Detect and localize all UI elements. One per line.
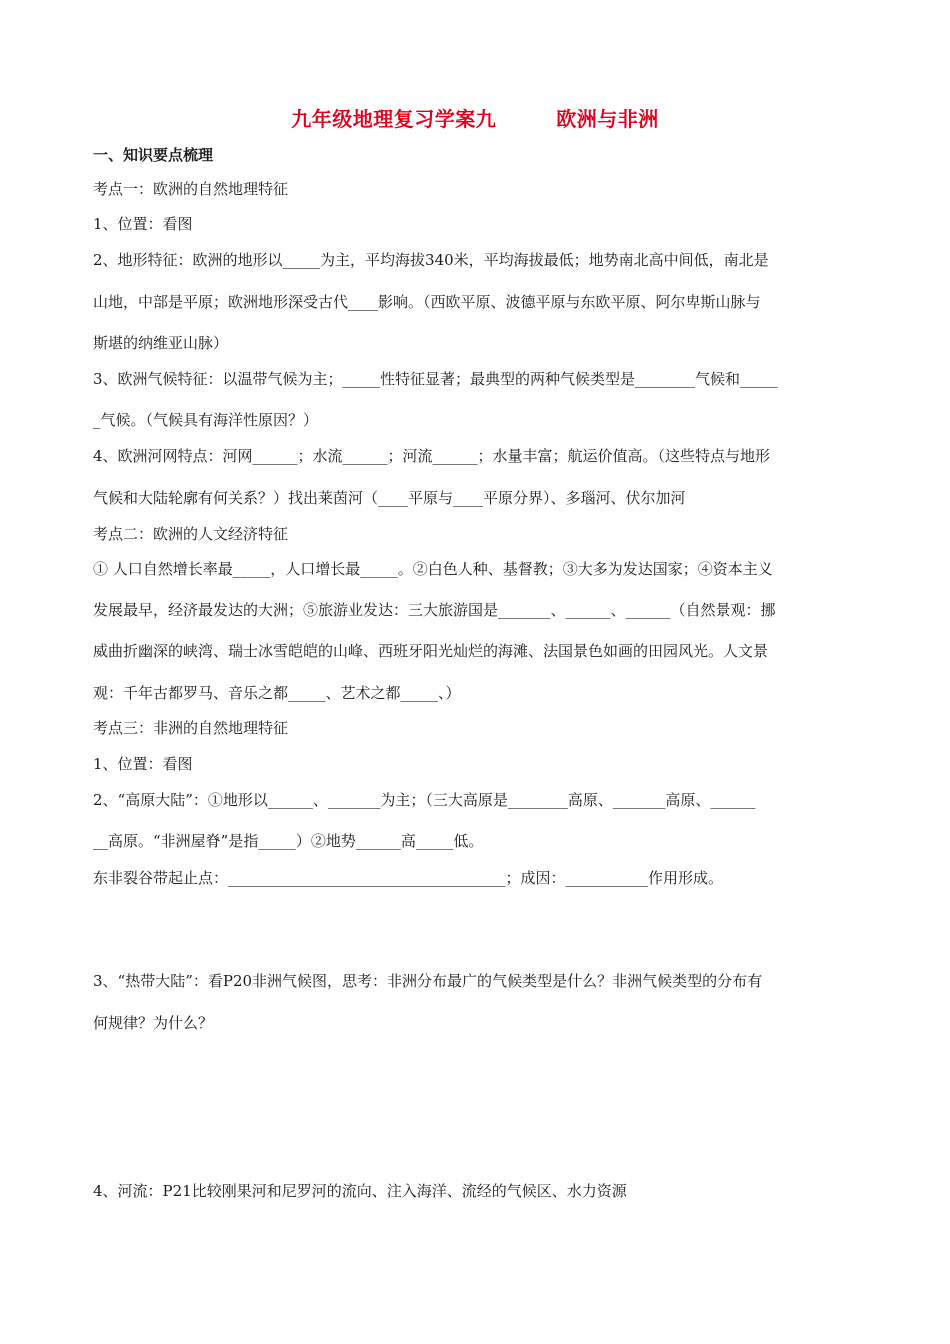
section-heading: 一、知识要点梳理: [93, 146, 214, 164]
paragraph-line: 4、河流：P21比较刚果河和尼罗河的流向、注入海洋、流经的气候区、水力资源: [93, 1182, 627, 1200]
paragraph-line: 1、位置：看图: [93, 215, 193, 233]
paragraph-line: 3、“热带大陆”：看P20非洲气候图，思考：非洲分布最广的气候类型是什么？非洲气候类型的分布有: [93, 972, 763, 990]
paragraph-line: 何规律？为什么？: [93, 1014, 214, 1032]
paragraph-line: 3、欧洲气候特征：以温带气候为主；_____性特征显著；最典型的两种气候类型是________气候和_____: [93, 370, 778, 388]
paragraph-line: 东非裂谷带起止点：_____________________________________；成因：___________作用形成。: [93, 869, 724, 887]
paragraph-line: 气候和大陆轮廓有何关系？）找出莱茵河（____平原与____平原分界）、多瑙河、伏尔加河: [93, 489, 686, 507]
paragraph-line: __高原。“非洲屋脊”是指_____）②地势______高_____低。: [93, 832, 484, 850]
paragraph-line: 1、位置：看图: [93, 755, 193, 773]
paragraph-line: ① 人口自然增长率最_____，人口增长最_____。②白色人种、基督教；③大多为发达国家；④资本主义: [93, 560, 773, 578]
topic-heading-2: 考点二：欧洲的人文经济特征: [93, 525, 289, 543]
title-part-2: 欧洲与非洲: [556, 107, 659, 131]
paragraph-line: 威曲折幽深的峡湾、瑞士冰雪皑皑的山峰、西班牙阳光灿烂的海滩、法国景色如画的田园风光。人文景: [93, 642, 769, 660]
paragraph-line: 观：千年古都罗马、音乐之都_____、艺术之都_____、）: [93, 684, 461, 702]
title-part-1: 九年级地理复习学案九: [291, 107, 497, 131]
paragraph-line: 2、地形特征：欧洲的地形以_____为主，平均海拔340米，平均海拔最低；地势南北高中间低，南北是: [93, 251, 769, 269]
topic-heading-1: 考点一：欧洲的自然地理特征: [93, 180, 289, 198]
paragraph-line: _气候。（气候具有海洋性原因？）: [93, 411, 319, 429]
paragraph-line: 斯堪的纳维亚山脉）: [93, 334, 229, 352]
paragraph-line: 山地，中部是平原；欧洲地形深受古代____影响。（西欧平原、波德平原与东欧平原、阿尔卑斯山脉与: [93, 293, 761, 311]
paragraph-line: 4、欧洲河网特点：河网______；水流______；河流______；水量丰富；航运价值高。（这些特点与地形: [93, 447, 771, 465]
document-title: [0, 103, 950, 132]
paragraph-line: 发展最早，经济最发达的大洲；⑤旅游业发达：三大旅游国是_______、______、______（自然景观：挪: [93, 601, 776, 619]
topic-heading-3: 考点三：非洲的自然地理特征: [93, 719, 289, 737]
paragraph-line: 2、“高原大陆”：①地形以______、_______为主；（三大高原是________高原、_______高原、______: [93, 791, 756, 809]
